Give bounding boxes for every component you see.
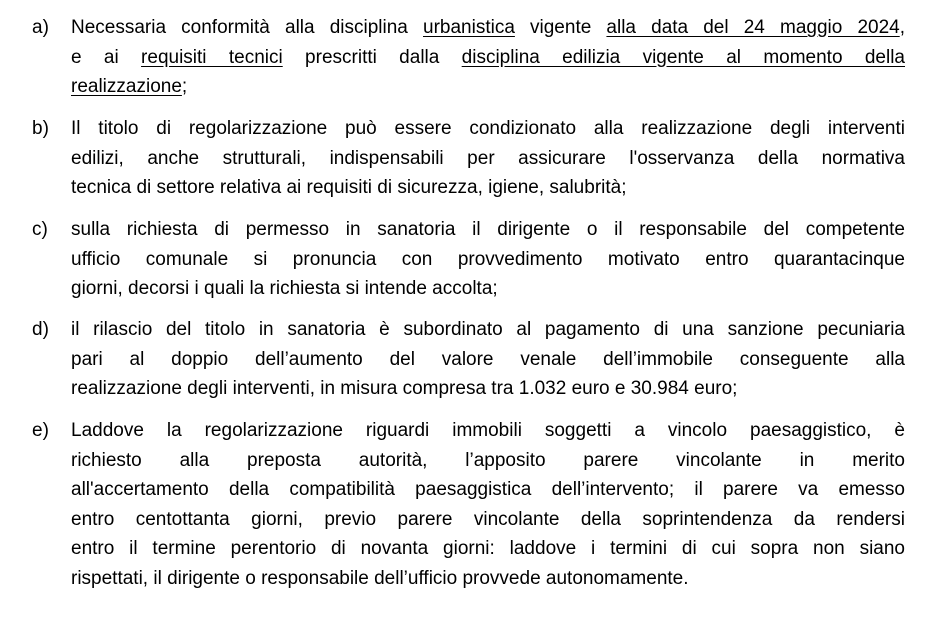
text-segment: ; [181, 76, 188, 97]
underlined-text: requisiti tecnici [141, 46, 283, 68]
text-line: sulla richiesta di permesso in sanatoria il dirigente o il responsabile del competente [71, 219, 905, 240]
text-line: edilizi, anche strutturali, indispensabili per assicurare l'osservanza della normativa [71, 147, 905, 169]
text-segment: , [899, 17, 905, 38]
list-marker: d) [32, 319, 49, 340]
underlined-text: disciplina edilizia vigente al momento della [461, 46, 906, 68]
list-marker: e) [32, 420, 49, 441]
text-line: pari al doppio dell’aumento del valore venale dell’immobile conseguente alla [71, 348, 905, 370]
text-line [71, 13, 905, 43]
list-marker: c) [32, 219, 48, 240]
underlined-text: realizzazione [71, 76, 182, 97]
text-line: Laddove la regolarizzazione riguardi immobili soggetti a vincolo paesaggistico, è [71, 420, 905, 441]
text-line: richiesto alla preposta autorità, l’apposito parere vincolante in merito [71, 449, 905, 471]
underlined-text: alla data del 24 maggio 2024 [606, 17, 900, 38]
list-marker: b) [32, 118, 49, 139]
text-line: il rilascio del titolo in sanatoria è subordinato al pagamento di una sanzione pecuniaria [71, 319, 905, 340]
underlined-text: urbanistica [423, 17, 515, 38]
text-segment: prescritti dalla [282, 46, 462, 68]
text-line: giorni, decorsi i quali la richiesta si intende accolta; [71, 278, 498, 299]
text-segment: e ai [71, 46, 142, 68]
text-line: realizzazione degli interventi, in misura compresa tra 1.032 euro e 30.984 euro; [71, 378, 738, 399]
text-line: all'accertamento della compatibilità paesaggistica dell’intervento; il parere va emesso [71, 479, 905, 500]
text-line [71, 72, 905, 102]
text-line: rispettati, il dirigente o responsabile dell’ufficio provvede autonomamente. [71, 567, 689, 589]
list-marker: a) [32, 17, 49, 38]
text-line: entro il termine perentorio di novanta giorni: laddove i termini di cui sopra non siano [71, 538, 905, 559]
text-segment: Necessaria conformità alla disciplina [71, 17, 423, 38]
text-line: Il titolo di regolarizzazione può essere condizionato alla realizzazione degli interventi [71, 118, 905, 139]
text-line: tecnica di settore relativa ai requisiti di sicurezza, igiene, salubrità; [71, 177, 627, 198]
text-line [71, 43, 905, 73]
text-line: entro centottanta giorni, previo parere vincolante della soprintendenza da rendersi [71, 508, 905, 530]
text-segment: vigente [514, 17, 607, 38]
text-line: ufficio comunale si pronuncia con provvedimento motivato entro quarantacinque [71, 248, 905, 270]
